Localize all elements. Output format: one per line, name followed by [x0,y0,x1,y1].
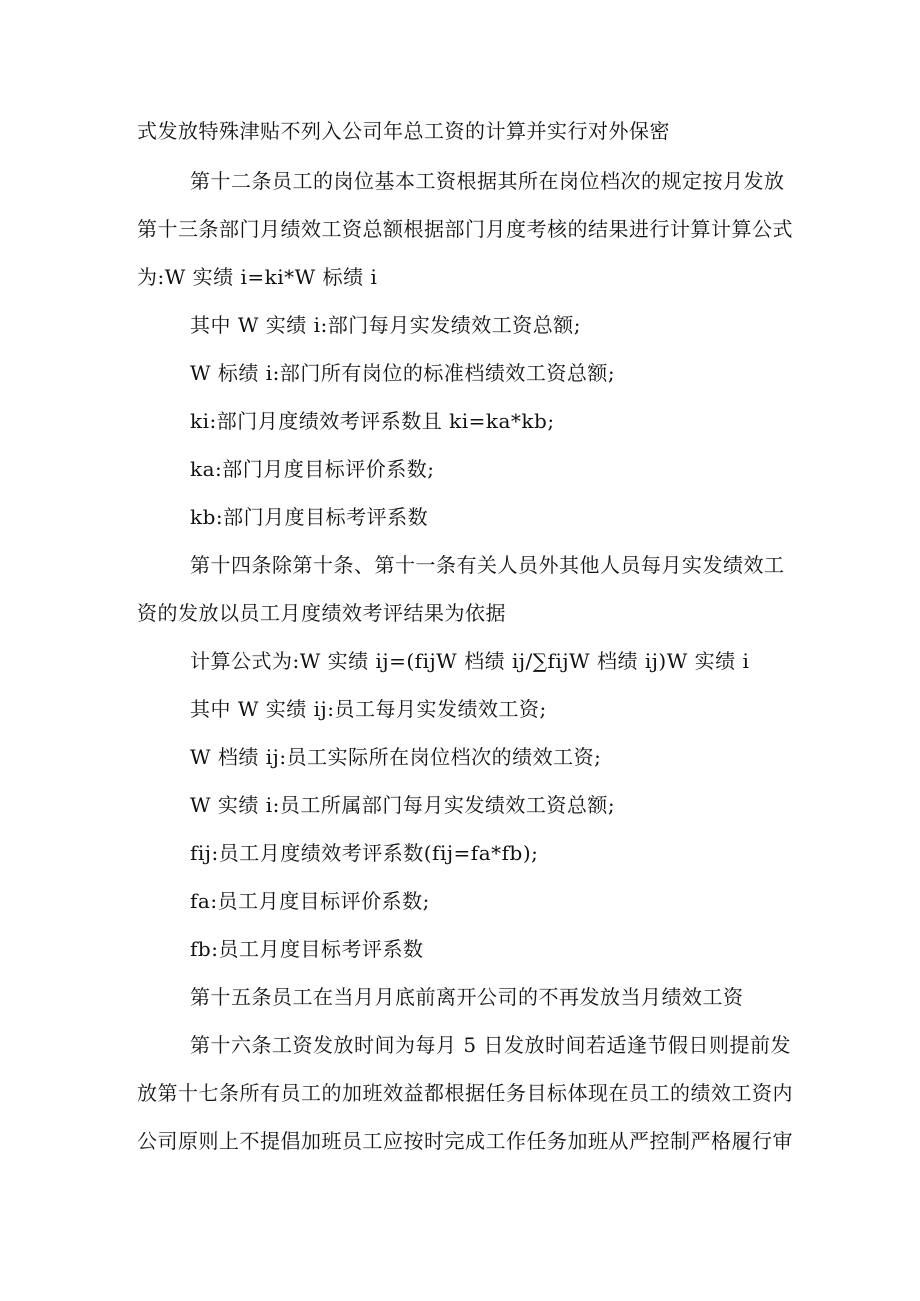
text-line: 第十三条部门月绩效工资总额根据部门月度考核的结果进行计算计算公式 [137,217,793,241]
text-line: W 实绩 i:员工所属部门每月实发绩效工资总额; [190,793,616,817]
text-line: 第十二条员工的岗位基本工资根据其所在岗位档次的规定按月发放 [190,169,785,193]
text-line: 第十五条员工在当月月底前离开公司的不再发放当月绩效工资 [190,985,744,1009]
text-line: 第十四条除第十条、第十一条有关人员外其他人员每月实发绩效工 [190,553,785,577]
text-line: 式发放特殊津贴不列入公司年总工资的计算并实行对外保密 [137,119,670,143]
text-line: ka:部门月度目标评价系数; [190,457,435,481]
text-line: 计算公式为:W 实绩 ij=(fijW 档绩 ij/∑fijW 档绩 ij)W 实绩 i [190,649,750,673]
text-line: 资的发放以员工月度绩效考评结果为依据 [137,601,506,625]
text-line: W 标绩 i:部门所有岗位的标准档绩效工资总额; [190,361,616,385]
text-line: ki:部门月度绩效考评系数且 ki=ka*kb; [190,409,555,433]
text-line: fa:员工月度目标评价系数; [190,889,430,913]
text-line: 放第十七条所有员工的加班效益都根据任务目标体现在员工的绩效工资内 [137,1081,793,1105]
text-line: fij:员工月度绩效考评系数(fij=fa*fb); [190,841,539,865]
text-line: fb:员工月度目标考评系数 [190,937,424,961]
text-line: 第十六条工资发放时间为每月 5 日发放时间若适逢节假日则提前发 [190,1033,791,1057]
text-line: 公司原则上不提倡加班员工应按时完成工作任务加班从严控制严格履行审 [137,1129,793,1153]
text-line: 其中 W 实绩 ij:员工每月实发绩效工资; [190,697,547,721]
text-line: kb:部门月度目标考评系数 [190,505,429,529]
text-line: 为:W 实绩 i=ki*W 标绩 i [137,265,378,289]
text-line: 其中 W 实绩 i:部门每月实发绩效工资总额; [190,313,582,337]
text-line: W 档绩 ij:员工实际所在岗位档次的绩效工资; [190,745,602,769]
